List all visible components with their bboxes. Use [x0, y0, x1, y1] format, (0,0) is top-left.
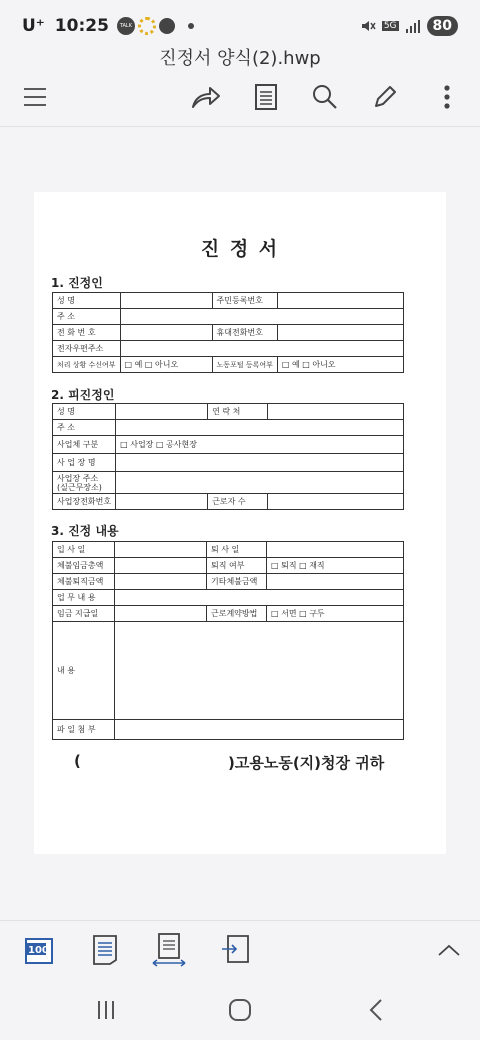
go-to-page-icon[interactable]: [218, 933, 252, 967]
respondent-table: [52, 403, 404, 510]
more-notifications-dot: [188, 23, 194, 29]
complaint-details-table: [52, 541, 404, 740]
table-row: 사 업 장 명: [53, 454, 404, 472]
page-view-icon[interactable]: [88, 933, 122, 967]
fit-width-icon[interactable]: [152, 933, 186, 967]
search-icon[interactable]: [308, 80, 342, 114]
section-heading-respondent: 2. 피진정인: [51, 388, 115, 402]
zoom-icon[interactable]: [22, 933, 56, 967]
zoom-level: 100: [28, 945, 49, 956]
home-icon[interactable]: [226, 996, 254, 1024]
file-title: 진정서 양식(2).hwp: [159, 48, 321, 69]
table-row: 입 사 일 퇴 사 일: [53, 542, 404, 558]
table-row: 체불퇴직금액 기타체불금액: [53, 574, 404, 590]
sun-notification-icon: [138, 17, 156, 35]
table-row: 사업장전화번호 근로자 수: [53, 494, 404, 510]
table-row: 파 일 첨 부: [53, 720, 404, 740]
table-row: 주 소: [53, 309, 404, 325]
system-icons: [360, 16, 458, 36]
recent-apps-icon[interactable]: [92, 996, 120, 1024]
system-nav-bar: [0, 980, 480, 1040]
more-vertical-icon[interactable]: [430, 80, 464, 114]
table-row: 전자우편주소: [53, 341, 404, 357]
section-heading-complaint-details: 3. 진정 내용: [51, 524, 119, 538]
chevron-up-icon[interactable]: [432, 933, 466, 967]
table-row: 업 무 내 용: [53, 590, 404, 606]
document-title: 진 정 서: [200, 238, 280, 260]
table-row: 임금 지급일 근로계약방법 □ 서면 □ 구두: [53, 606, 404, 622]
pencil-icon[interactable]: [368, 80, 402, 114]
bottom-toolbar: [0, 920, 480, 978]
table-row: 성 명 연 락 처: [53, 404, 404, 420]
network-type: 5G: [383, 21, 397, 31]
table-row: 내 용: [53, 622, 404, 720]
carrier-label: U⁺: [22, 16, 45, 36]
signal-icon: [405, 19, 421, 33]
battery-indicator: 80: [427, 16, 458, 36]
hamburger-icon[interactable]: [18, 80, 52, 114]
table-row: 사업장 주소 (실근무장소): [53, 472, 404, 494]
table-row: 주 소: [53, 420, 404, 436]
complainant-table: [52, 292, 404, 373]
table-row: 전 화 번 호 휴대전화번호: [53, 325, 404, 341]
document-page[interactable]: 진 정 서 1. 진정인 성 명 주민등록번호 주 소 전 화 번 호 휴대전화번호 전자우편주소 처리 상황 수신여부 □ 예 □ 아니오 노동포털 등록여부 □ 예 □ 아니오 2. 피진정인 성 명 연 락 처 주 소 사업체 구분 □ 사업장 □ 공사현장 사 업 장 명 사업장 주소 (실근무장소) 사업장전화번호 근로자 수 3. 진정 내용 입 사 일 퇴 사 일 체불임금총액 퇴직 여부 □ 퇴직 □ 재직 체불퇴직금액 기타체불금액 업 무 내 용 임금 지급일 근로계약방법 □ 서면 □ 구두 내 용 파 일 첨 부 ( )고용노동(지)청장 귀하: [34, 192, 446, 854]
table-row: 사업체 구분 □ 사업장 □ 공사현장: [53, 436, 404, 454]
toolbar-divider: [0, 126, 480, 127]
notification-icons: [117, 17, 194, 35]
chat-notification-icon: [159, 18, 175, 34]
clock: 10:25: [54, 16, 109, 36]
share-icon[interactable]: [188, 80, 222, 114]
table-row: 처리 상황 수신여부 □ 예 □ 아니오 노동포털 등록여부 □ 예 □ 아니오: [53, 357, 404, 373]
back-icon[interactable]: [362, 996, 390, 1024]
document-icon[interactable]: [249, 80, 283, 114]
mute-icon: [360, 18, 376, 34]
table-row: 성 명 주민등록번호: [53, 293, 404, 309]
talk-notification-icon: TALK: [117, 17, 135, 35]
table-row: 체불임금총액 퇴직 여부 □ 퇴직 □ 재직: [53, 558, 404, 574]
section-heading-complainant: 1. 진정인: [51, 276, 103, 290]
toolbar: [0, 72, 480, 122]
